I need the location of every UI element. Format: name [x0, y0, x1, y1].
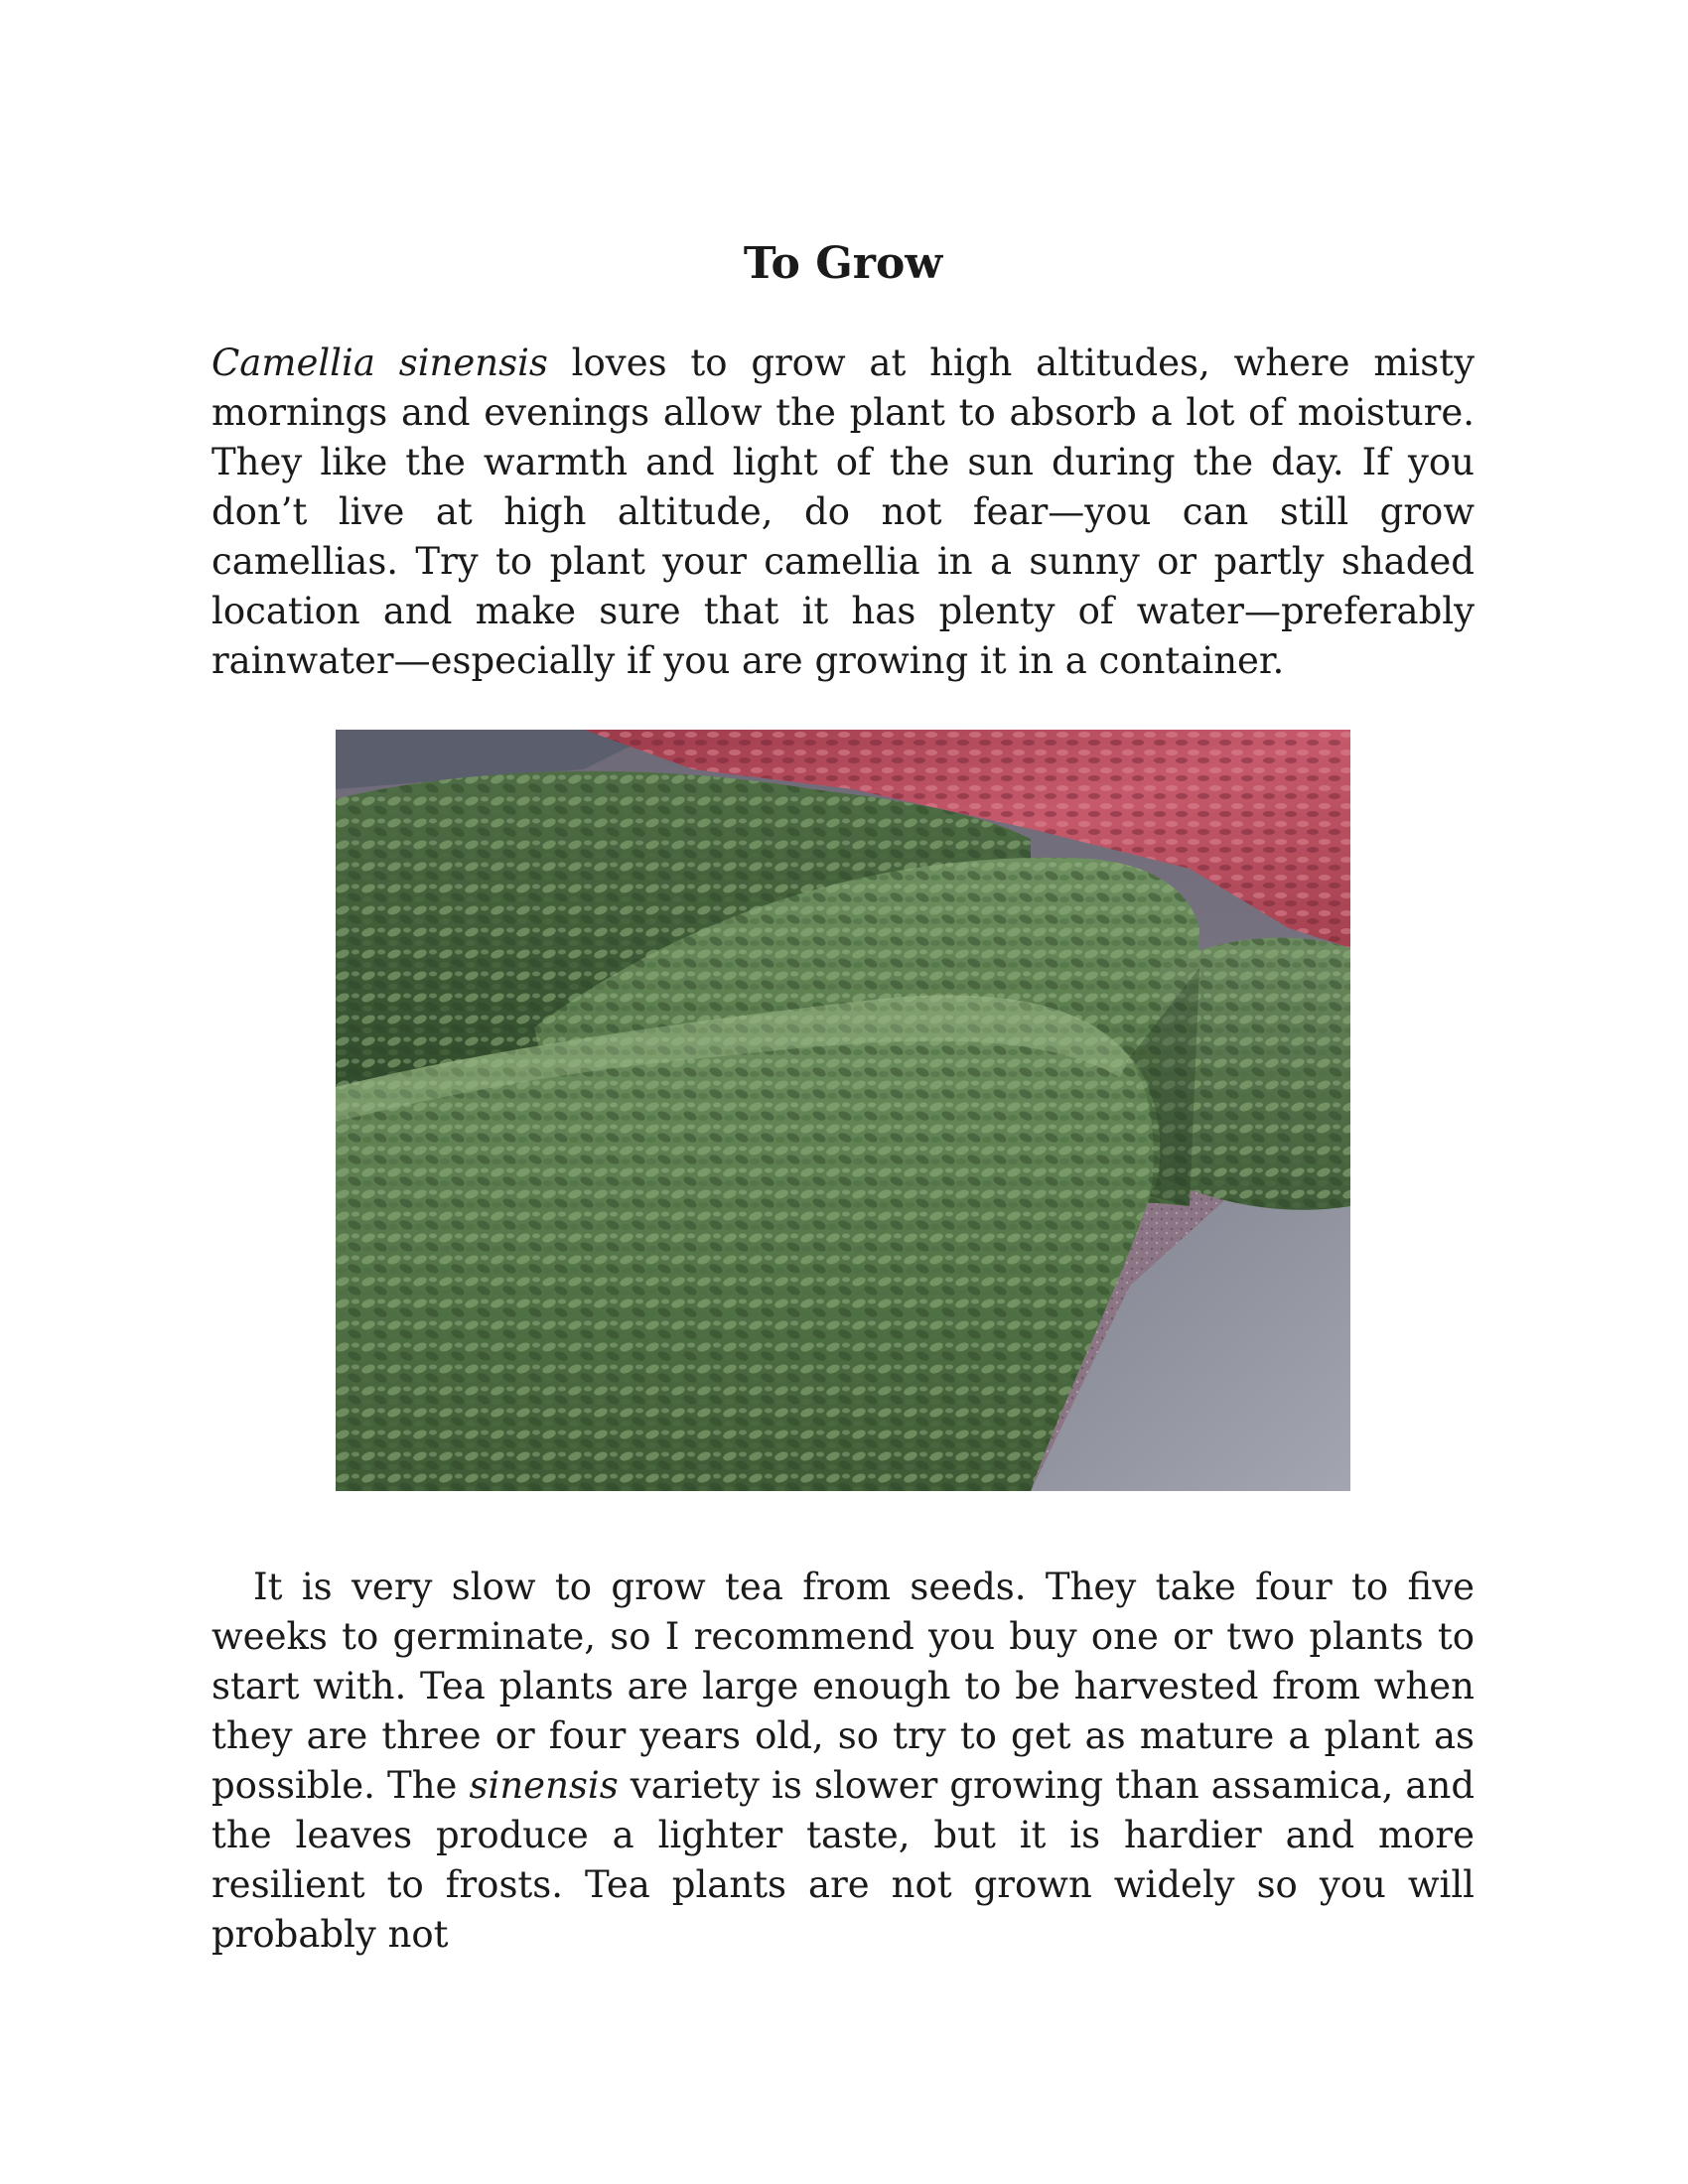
- photo-tea-hedges-icon: [336, 730, 1350, 1491]
- tea-hedge-photo: [336, 730, 1350, 1491]
- body-paragraph-text-before: It is very slow to grow tea from seeds. They take four to five weeks to germinate, so I recommend you buy one or two plants to start with. Tea plants are large enough to be harvested from when they are three or four years old, so try to get as mature a plant as possible. The: [211, 1565, 1475, 1807]
- variety-name-italic: sinensis: [469, 1763, 619, 1807]
- body-paragraph: [211, 1563, 1475, 1960]
- page-content: [211, 238, 1475, 1960]
- body-paragraph-text-after: variety is slower growing than assamica, and the leaves produce a lighter taste, but it is hardier and more resilient to frosts. Tea plants are not grown widely so you will probably not: [211, 1763, 1476, 1956]
- intro-paragraph-text: loves to grow at high altitudes, where misty mornings and evenings allow the plant to absorb a lot of moisture. They like the warmth and light of the sun during the day. If you don’t live at high altitude, do not fear—you can still grow camellias. Try to plant your camellia in a sunny or partly shaded location and make sure that it has plenty of water—preferably rainwater—especially if you are growing it in a container.: [211, 341, 1475, 682]
- species-name-italic: Camellia sinensis: [211, 341, 548, 384]
- section-heading: To Grow: [743, 238, 943, 289]
- intro-paragraph: [211, 339, 1475, 686]
